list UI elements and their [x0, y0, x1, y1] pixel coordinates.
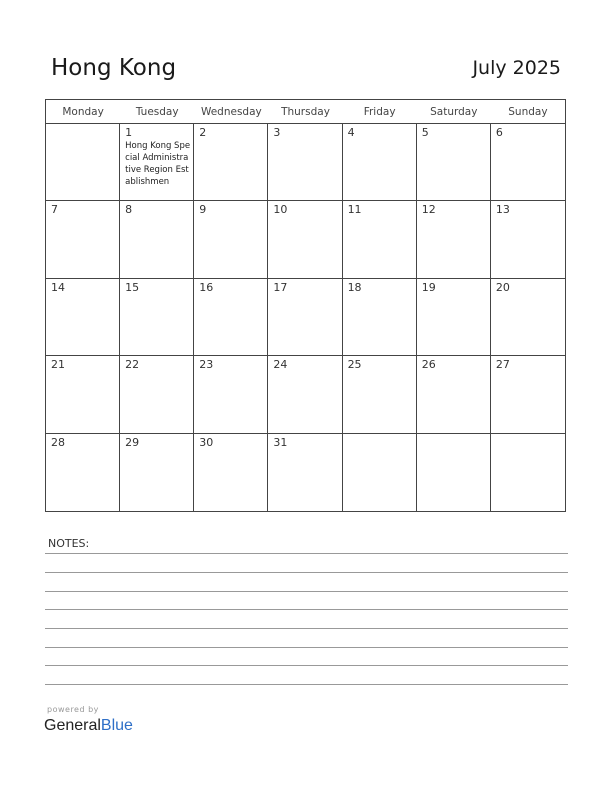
day-cell — [491, 279, 565, 356]
day-number: 19 — [421, 280, 436, 294]
holiday-event: Hong Kong Special Administrative Region Establishmen — [125, 141, 191, 187]
weekday-header: Saturday — [417, 100, 491, 124]
day-cell — [417, 124, 491, 201]
day-cell — [268, 201, 342, 278]
weekday-header: Monday — [46, 100, 120, 124]
weekday-header: Wednesday — [194, 100, 268, 124]
day-cell — [120, 201, 194, 278]
day-number: 14 — [51, 280, 65, 294]
day-number: 23 — [199, 358, 214, 372]
day-number: 9 — [199, 203, 207, 217]
day-cell — [417, 356, 491, 433]
day-number: 17 — [273, 280, 288, 294]
day-cell — [268, 434, 342, 511]
day-cell — [46, 356, 120, 433]
weekday-header: Thursday — [268, 100, 342, 124]
day-cell — [268, 124, 342, 201]
notes-label: NOTES: — [48, 537, 90, 550]
day-number: 22 — [125, 358, 140, 372]
note-line — [45, 684, 568, 685]
day-cell — [120, 279, 194, 356]
day-number: 30 — [199, 435, 214, 449]
day-number: 29 — [125, 435, 140, 449]
day-number: 16 — [199, 280, 214, 294]
generalblue-logo — [44, 717, 133, 735]
day-cell — [417, 434, 491, 511]
day-cell — [417, 279, 491, 356]
day-cell — [343, 201, 417, 278]
day-cell — [194, 201, 268, 278]
weekday-header: Sunday — [491, 100, 565, 124]
day-cell — [120, 124, 194, 201]
day-number: 21 — [51, 358, 65, 372]
note-line — [45, 628, 568, 629]
day-number: 11 — [347, 203, 362, 217]
day-number: 28 — [51, 435, 65, 449]
day-number: 10 — [273, 203, 288, 217]
month-year-title: July 2025 — [472, 57, 561, 79]
note-line — [45, 591, 568, 592]
day-number: 26 — [421, 358, 436, 372]
day-number: 1 — [125, 126, 133, 139]
day-cell — [343, 434, 417, 511]
day-number: 12 — [421, 203, 436, 217]
day-cell — [194, 356, 268, 433]
day-number: 5 — [421, 126, 429, 139]
day-number: 6 — [495, 126, 503, 139]
brand-text-blue: Blue — [100, 717, 133, 734]
note-line — [45, 609, 568, 610]
day-cell — [491, 201, 565, 278]
day-cell — [194, 434, 268, 511]
day-number: 24 — [273, 358, 288, 372]
day-number: 31 — [273, 435, 288, 449]
day-cell — [343, 124, 417, 201]
day-cell — [46, 434, 120, 511]
day-cell — [120, 356, 194, 433]
day-cell — [46, 124, 120, 201]
day-number: 27 — [495, 358, 510, 372]
weekday-header: Tuesday — [120, 100, 194, 124]
day-cell — [194, 124, 268, 201]
note-line — [45, 572, 568, 573]
day-number: 3 — [273, 126, 281, 139]
note-line — [45, 647, 568, 648]
day-cell — [343, 279, 417, 356]
day-cell — [417, 201, 491, 278]
day-number: 25 — [347, 358, 362, 372]
day-cell — [268, 356, 342, 433]
day-number: 2 — [199, 126, 207, 139]
day-cell — [194, 279, 268, 356]
day-number: 7 — [51, 203, 58, 217]
day-cell — [120, 434, 194, 511]
day-cell — [46, 279, 120, 356]
note-line — [45, 665, 568, 666]
brand-text-general: General — [44, 717, 101, 734]
day-cell — [491, 434, 565, 511]
day-cell — [343, 356, 417, 433]
weekday-header: Friday — [343, 100, 417, 124]
day-number: 8 — [125, 203, 133, 217]
country-title: Hong Kong — [51, 55, 177, 81]
day-number: 15 — [125, 280, 140, 294]
day-cell — [268, 279, 342, 356]
powered-by-text: powered by — [47, 705, 99, 714]
day-number: 13 — [495, 203, 510, 217]
day-number: 20 — [495, 280, 510, 294]
day-cell — [46, 201, 120, 278]
note-line — [45, 553, 568, 554]
day-cell — [491, 124, 565, 201]
day-number: 4 — [347, 126, 355, 139]
day-cell — [491, 356, 565, 433]
day-number: 18 — [347, 280, 362, 294]
calendar-grid — [45, 99, 566, 512]
